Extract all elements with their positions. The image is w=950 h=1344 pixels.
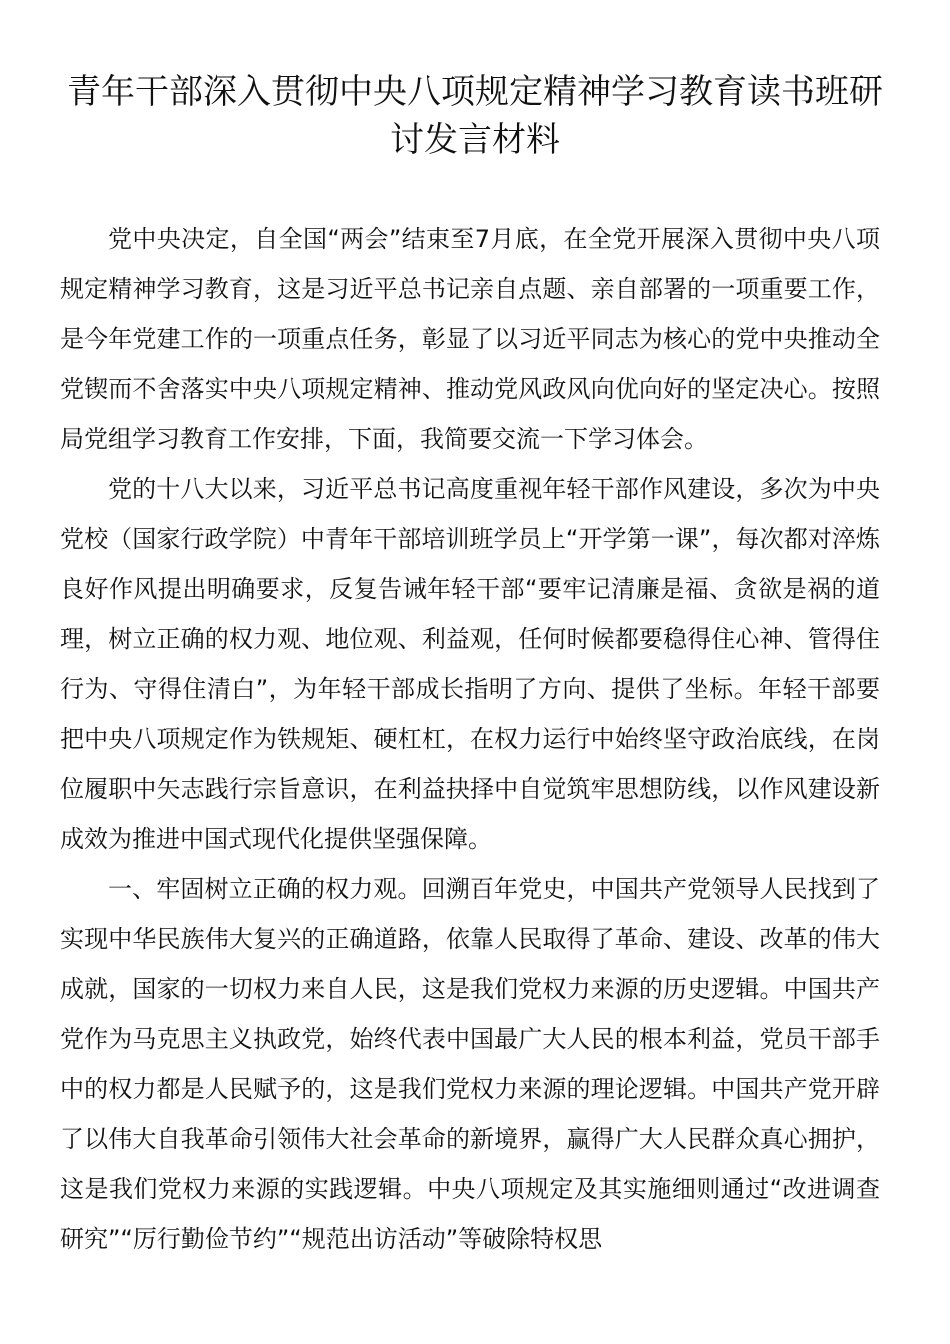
paragraph-intro: 党中央决定，自全国“两会”结束至7月底，在全党开展深入贯彻中央八项规定精神学习教育，这是习近平总书记亲自点题、亲自部署的一项重要工作，是今年党建工作的一项重点任务，彰显了以习近平同志为核心的党中央推动全党锲而不舍落实中央八项规定精神、推动党风政风向优向好的坚定决心。按照局党组学习教育工作安排，下面，我简要交流一下学习体会。	[60, 225, 880, 453]
paragraph-section-one: 一、牢固树立正确的权力观。回溯百年党史，中国共产党领导人民找到了实现中华民族伟大复兴的正确道路，依靠人民取得了革命、建设、改革的伟大成就，国家的一切权力来自人民，这是我们党权力来源的历史逻辑。中国共产党作为马克思主义执政党，始终代表中国最广大人民的根本利益，党员干部手中的权力都是人民赋予的，这是我们党权力来源的理论逻辑。中国共产党开辟了以伟大自我革命引领伟大社会革命的新境界，赢得广大人民群众真心拥护，这是我们党权力来源的实践逻辑。中央八项规定及其实施细则通过“改进调查研究”“厉行勤俭节约”“规范出访活动”等破除特权思	[60, 875, 880, 1253]
paragraph-background: 党的十八大以来，习近平总书记高度重视年轻干部作风建设，多次为中央党校（国家行政学院）中青年干部培训班学员上“开学第一课”，每次都对淬炼良好作风提出明确要求，反复告诫年轻干部“要牢记清廉是福、贪欲是祸的道理，树立正确的权力观、地位观、利益观，任何时候都要稳得住心神、管得住行为、守得住清白”，为年轻干部成长指明了方向、提供了坐标。年轻干部要把中央八项规定作为铁规矩、硬杠杠，在权力运行中始终坚守政治底线，在岗位履职中矢志践行宗旨意识，在利益抉择中自觉筑牢思想防线，以作风建设新成效为推进中国式现代化提供坚强保障。	[60, 475, 880, 853]
document-title: 青年干部深入贯彻中央八项规定精神学习教育读书班研讨发言材料	[67, 72, 883, 160]
document-body	[60, 214, 880, 1264]
